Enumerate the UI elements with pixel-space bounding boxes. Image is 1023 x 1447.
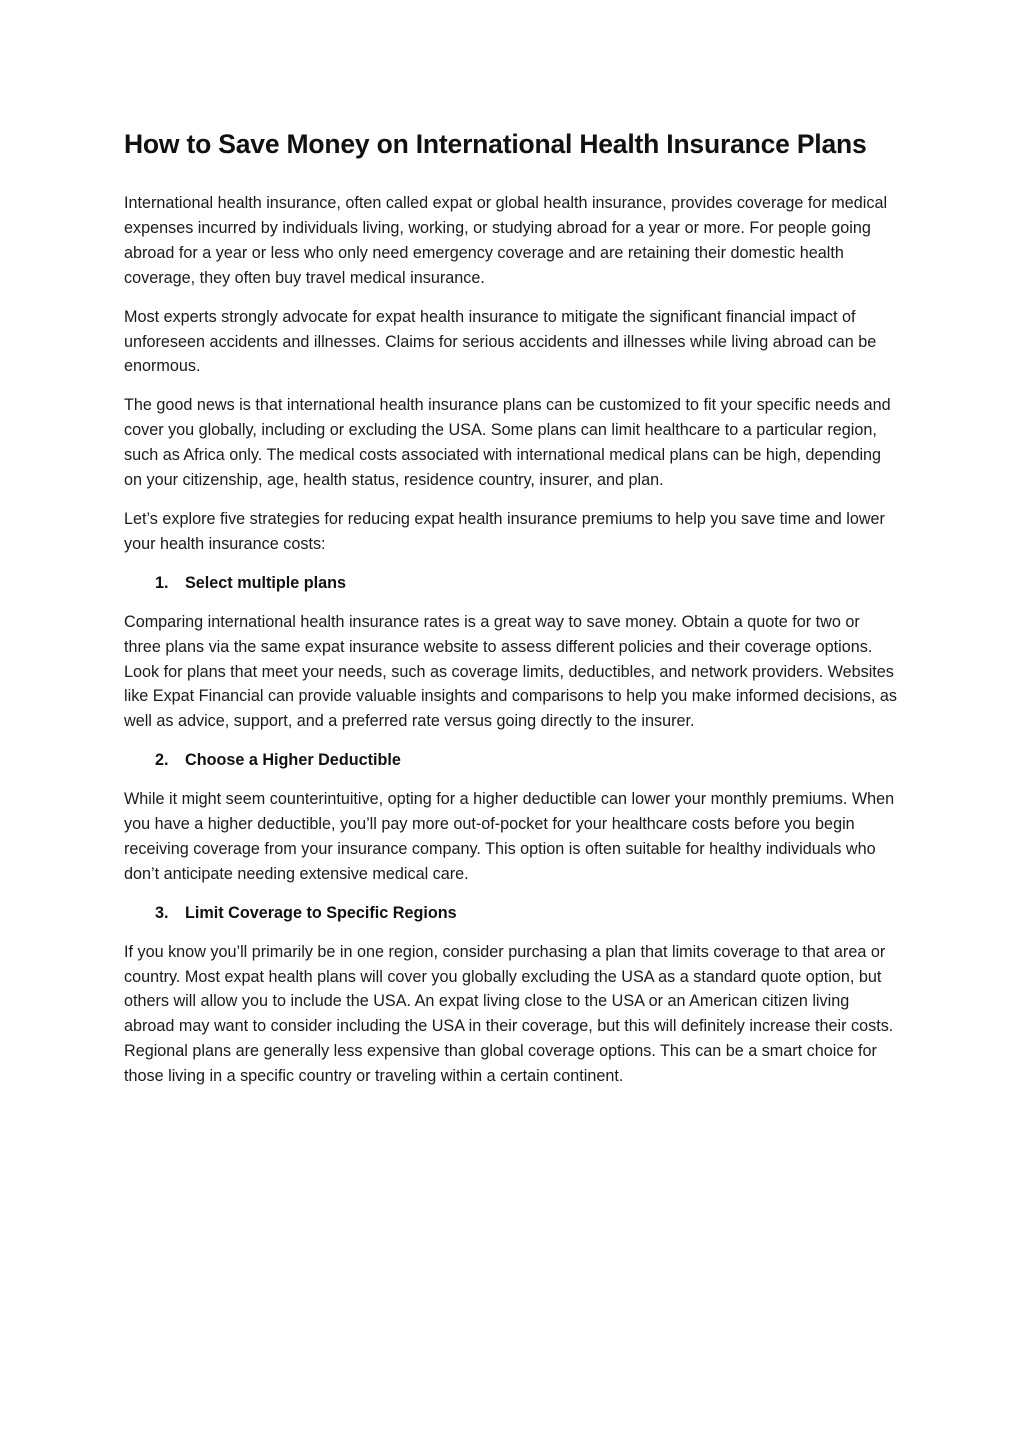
section-number: 1. — [155, 573, 169, 592]
section-number: 2. — [155, 751, 169, 770]
section-heading-text: Select multiple plans — [185, 573, 347, 592]
section-heading-text: Choose a Higher Deductible — [185, 751, 401, 770]
section-heading-2 — [124, 748, 900, 773]
intro-paragraph-4: Let’s explore five strategies for reducing expat health insurance premiums to help you save time and lower your health insurance costs: — [124, 509, 885, 553]
section-number: 3. — [155, 903, 169, 922]
intro-paragraph-3: The good news is that international health insurance plans can be customized to fit your specific needs and cover you globally, including or excluding the USA. Some plans can limit healthcare to a particular region, such as Africa only. The medical costs associated with international medical plans can be high, depending on your citizenship, age, health status, residence country, insurer, and plan. — [124, 396, 891, 490]
section-heading-3 — [124, 901, 900, 926]
intro-paragraph-1: International health insurance, often called expat or global health insurance, provides coverage for medical expenses incurred by individuals living, working, or studying abroad for a year or more. For people going abroad for a year or less who only need emergency coverage and are retaining their domestic health coverage, they often buy travel medical insurance. — [124, 194, 888, 287]
section-body-3: If you know you’ll primarily be in one region, consider purchasing a plan that limits coverage to that area or country. Most expat health plans will cover you globally excluding the USA as a standard quote option, but others will allow you to include the USA. An expat living close to the USA or an American citizen living abroad may want to consider including the USA in their coverage, but this will definitely increase their costs. Regional plans are generally less expensive than global coverage options. This can be a smart choice for those living in a specific country or traveling within a certain continent. — [124, 942, 894, 1086]
section-body-1: Comparing international health insurance rates is a great way to save money. Obtain a quote for two or three plans via the same expat insurance website to assess different policies and their coverage options. Look for plans that meet your needs, such as coverage limits, deductibles, and network providers. Websites like Expat Financial can provide valuable insights and comparisons to help you make informed decisions, as well as advice, support, and a preferred rate versus going directly to the insurer. — [124, 612, 897, 731]
document-title: How to Save Money on International Health Insurance Plans — [124, 129, 867, 159]
document-page — [124, 124, 900, 1089]
section-body-2: While it might seem counterintuitive, opting for a higher deductible can lower your monthly premiums. When you have a higher deductible, you’ll pay more out-of-pocket for your healthcare costs before you begin receiving coverage from your insurance company. This option is often suitable for healthy individuals who don’t anticipate needing extensive medical care. — [124, 790, 895, 883]
section-heading-text: Limit Coverage to Specific Regions — [185, 903, 457, 922]
section-heading-1 — [124, 571, 900, 596]
intro-paragraph-2: Most experts strongly advocate for expat health insurance to mitigate the significant financial impact of unforeseen accidents and illnesses. Claims for serious accidents and illnesses while living abroad can be enormous. — [124, 307, 877, 376]
